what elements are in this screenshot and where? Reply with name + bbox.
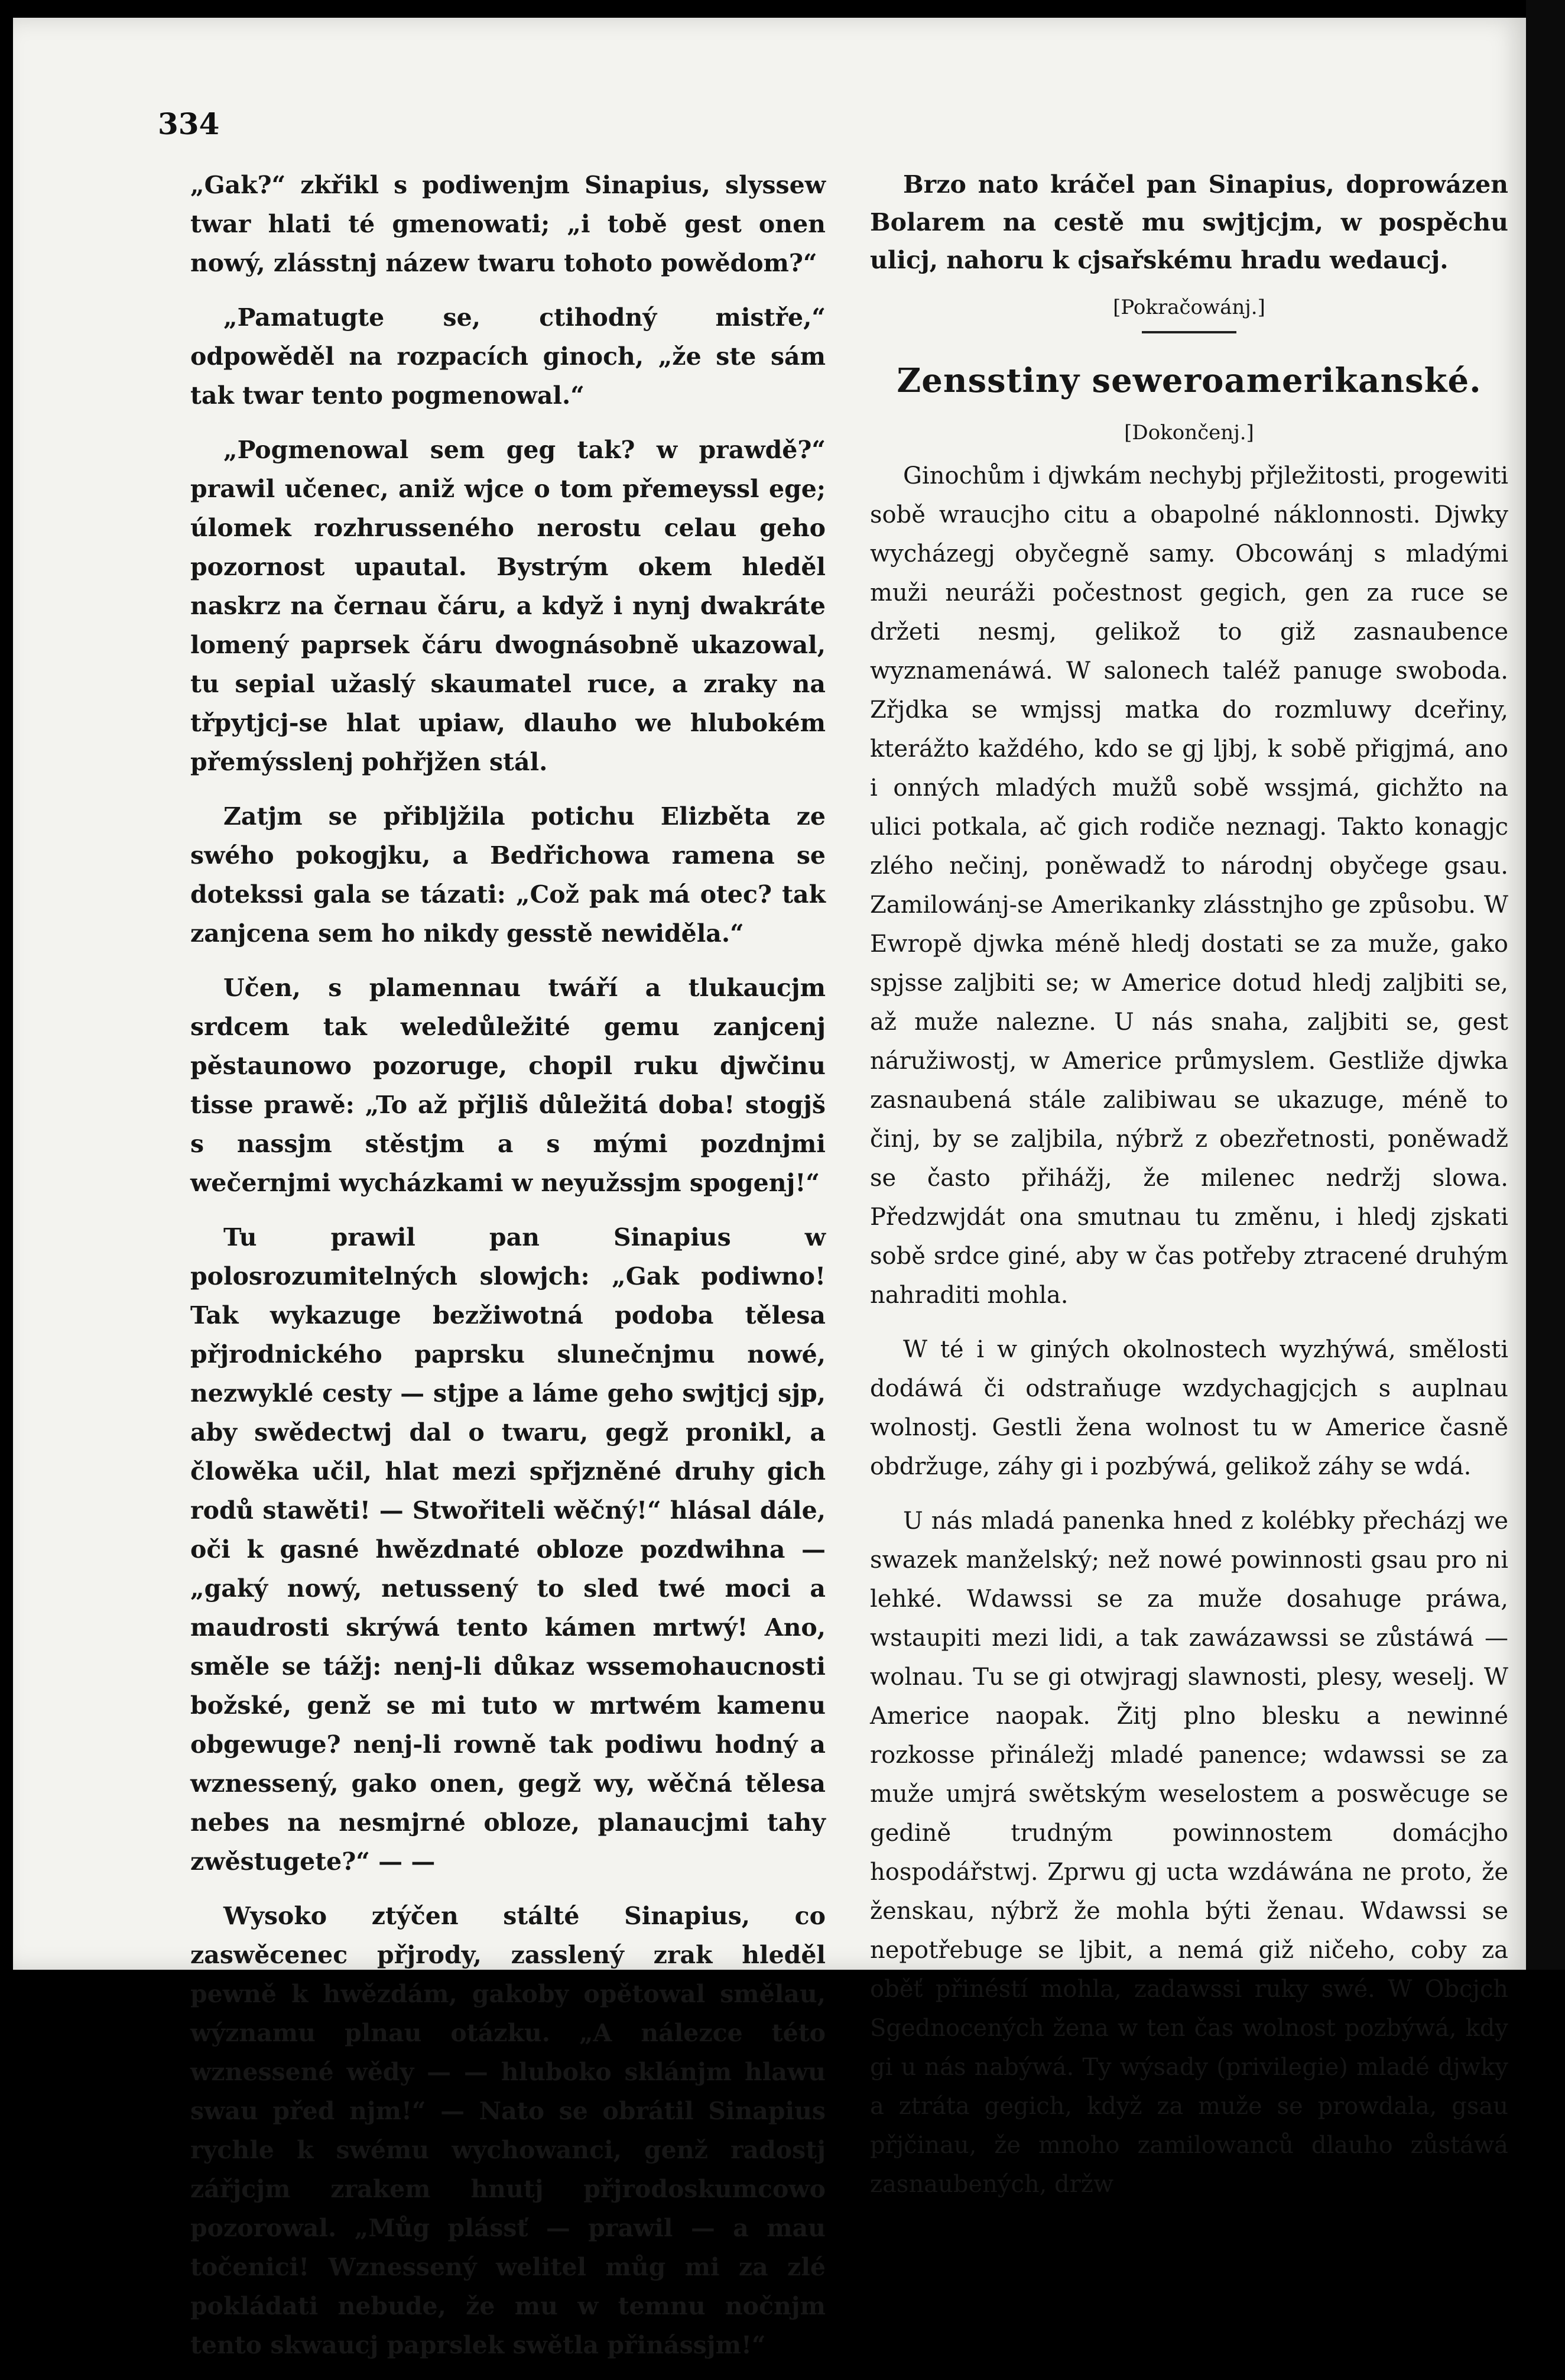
paragraph: Učen, s plamennau twáří a tlukaucjm srdcem tak weledůležité gemu zanjcenj pěstaunowo pozoruge, chopil ruku djwčinu tisse prawě: „To až přjliš důležitá doba! stogjš s nassjm stěstjm a s mými pozdnjmi wečernjmi wycházkami w neyužssjm spogenj!“ [190, 974, 826, 1197]
paragraph: „Pamatugte se, ctihodný mistře,“ odpowěděl na rozpacích ginoch, „že ste sám tak twar tento pogmenowal.“ [190, 303, 826, 410]
paragraph: W té i w giných okolnostech wyzhýwá, smělosti dodáwá či odstraňuge wzdychagjcjch s auplnau wolnostj. Gestli žena wolnost tu w Americe časně obdržuge, záhy gi i pozbýwá, gelikož záhy se wdá. [870, 1336, 1508, 1480]
left-column [190, 166, 826, 2380]
paragraph: Tu prawil pan Sinapius w polosrozumitelných slowjch: „Gak podiwno! Tak wykazuge bezžiwotná podoba tělesa přjrodnického paprsku slunečnjmu nowé, nezwyklé cesty — stjpe a láme geho swjtjcj sjp, aby swědectwj dal o twaru, gegž pronikl, a člowěka učil, hlat mezi spřjzněné druhy gich rodů stawěti! — Stwořiteli wěčný!“ hlásal dále, oči k gasné hwězdnaté obloze pozdwihna — „gaký nowý, netussený to sled twé moci a maudrosti skrýwá tento kámen mrtwý! Ano, směle se tážj: nenj-li důkaz wssemohaucnosti božské, genž se mi tuto w mrtwém kamenu obgewuge? nenj-li rowně tak podiwu hodný a wznessený, gako onen, gegž wy, wěčná tělesa nebes na nesmjrné obloze, planaucjmi tahy zwěstugete?“ — — [190, 1223, 826, 1876]
section-divider [1142, 331, 1236, 333]
scan-border [1526, 0, 1565, 1970]
article-title: Zensstiny seweroamerikanské. [897, 361, 1482, 400]
paragraph: Ginochům i djwkám nechybj přjležitosti, progewiti sobě wraucjho citu a obapolné náklonnosti. Djwky wycházegj obyčegně samy. Obcowánj s mladými muži neuráži počestnost gegich, gen za ruce se držeti nesmj, gelikož to giž zasnaubence wyznamenáwá. W salonech taléž panuge swoboda. Zřjdka se wmjssj matka do rozmluwy dceřiny, kterážto každého, kdo se gj ljbj, k sobě přigjmá, ano i onných mladých mužů sobě wssjmá, gichžto na ulici potkala, ač gich rodiče neznagj. Takto konagjc zlého nečinj, poněwadž to národnj obyčege gsau. Zamilowánj-se Amerikanky zlásstnjho ge způsobu. W Ewropě djwka méně hledj dostati se za muže, gako spjsse zaljbiti se; w Americe dotud hledj zaljbiti se, až muže nalezne. U nás snaha, zaljbiti se, gest náružiwostj, w Americe průmyslem. Gestliže djwka zasnaubená stále zalibiwau se ukazuge, méně to činj, by se zaljbila, nýbrž z obezřetnosti, poněwadž se často přihážj, že milenec nedržj slowa. Předzwjdát ona smutnau tu změnu, i hledj zjskati sobě srdce giné, aby w čas potřeby ztracené druhým nahraditi mohla. [870, 462, 1508, 1309]
paragraph: Zatjm se přibljžila potichu Elizběta ze swého pokogjku, a Bedřichowa ramena se dotekssi gala se tázati: „Což pak má otec? tak zanjcena sem ho nikdy gesstě newiděla.“ [190, 802, 826, 948]
right-column [870, 166, 1508, 2219]
paragraph: „Gak?“ zkřikl s podiwenjm Sinapius, slyssew twar hlati té gmenowati; „i tobě gest onen nowý, zlásstnj názew twaru tohoto powědom?“ [190, 171, 826, 277]
continuation-paragraph: Brzo nato kráčel pan Sinapius, doprowázen Bolarem na cestě mu swjtjcjm, w pospěchu ulicj, nahoru k cjsařskému hradu wedaucj. [870, 170, 1508, 274]
concluded-note: [Dokončenj.] [1124, 421, 1254, 445]
book-page [13, 18, 1526, 2359]
paragraph: „Pogmenowal sem geg tak? w prawdě?“ prawil učenec, aniž wjce o tom přemeyssl ege; úlomek rozhrusseného nerostu celau geho pozornost upautal. Bystrým okem hleděl naskrz na černau čáru, a když i nynj dwakráte lomený paprsek čáru dwognásobně ukazowal, tu sepial užaslý skaumatel ruce, a zraky na třpytjcj-se hlat upiaw, dlauho we hlubokém přemýsslenj pohřjžen stál. [190, 436, 826, 776]
paragraph: Wysoko ztýčen stálté Sinapius, co zaswěcenec přjrody, zasslený zrak hleděl pewně k hwězdám, gakoby opětowal smělau, wýznamu plnau otázku. „A nálezce této wznessené wědy — — hluboko sklánjm hlawu swau před njm!“ — Nato se obrátil Sinapius rychle k swému wychowanci, genž radostj zářjcjm zrakem hnutj přjrodoskumcowo pozorowal. „Můg plássť — prawil — a mau točenici! Wznessený welitel můg mi za zlé pokládati nebude, že mu w temnu nočnjm tento skwaucj paprslek swětla přinássjm!“ [190, 1902, 826, 2359]
page-number: 334 [158, 106, 220, 141]
paragraph: U nás mladá panenka hned z kolébky přecházj we swazek manželský; než nowé powinnosti gsau pro ni lehké. Wdawssi se za muže dosahuge práwa, wstaupiti mezi lidi, a tak zawázawssi se zůstáwá — wolnau. Tu se gi otwjragj slawnosti, plesy, weselj. W Americe naopak. Žitj plno blesku a newinné rozkosse přináležj mladé panence; wdawssi se za muže umjrá swětským weselostem a poswěcuge se gedině trudným powinnostem domácjho hospodářstwj. Zprwu gj ucta wzdáwána ne proto, že ženskau, nýbrž že mohla býti ženau. Wdawssi se nepotřebuge se ljbit, a nemá giž ničeho, coby za oběť přinéstí mohla, zadawssi ruky swé. W Obcjch Sgednocených žena w ten čas wolnost pozbýwá, kdy gi u nás nabýwá. Ty wýsady (privilegie) mladé djwky a ztráta gegich, když za muže se prowdala, gsau přjčinau, že mnoho zamilowanců dlauho zůstáwá zasnaubených, držw [870, 1507, 1508, 2198]
continued-note: [Pokračowánj.] [1113, 296, 1265, 319]
